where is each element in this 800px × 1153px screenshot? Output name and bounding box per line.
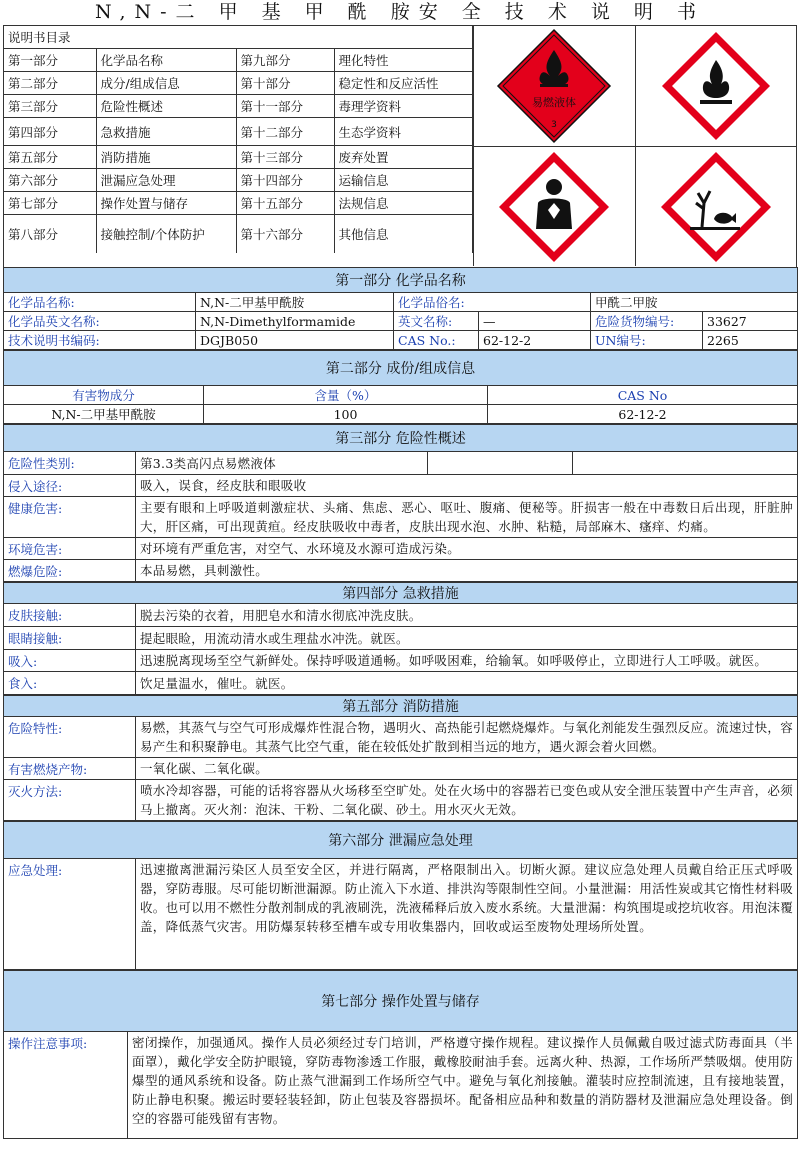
toc-part: 第二部分: [4, 72, 96, 95]
flammable-label-class: 3: [551, 120, 557, 130]
health-hazard-value: 主要有眼和上呼吸道刺激症状、头痛、焦虑、恶心、呕吐、腹痛、便秘等。肝损害一般在中毒数日后出现，肝脏肿大，肝区痛，可出现黄疸。经皮肤吸收中毒者，皮肤出现水泡、水肿、粘糙，局部麻木、瘙痒、灼痛。: [136, 497, 798, 538]
toc-title: 泄漏应急处理: [96, 169, 236, 192]
english-name-label: 化学品英文名称:: [4, 312, 196, 331]
toc-part: 第十六部分: [236, 215, 334, 254]
toc-part: 第十五部分: [236, 192, 334, 215]
section-2-table: [3, 350, 798, 424]
toc-heading: 说明书目录: [4, 26, 472, 49]
toc-row: [4, 72, 472, 95]
section-7-table: [3, 970, 798, 1139]
toc-and-pictograms: [3, 25, 797, 267]
toc-part: 第四部分: [4, 118, 96, 146]
inhalation-value: 迅速脱离现场至空气新鲜处。保持呼吸道通畅。如呼吸困难，给输氧。如呼吸停止，立即进行人工呼吸。就医。: [136, 650, 798, 672]
toc-title: 危险性概述: [96, 95, 236, 118]
flammable-liquid-label: [473, 26, 635, 146]
english-alias-label: 英文名称:: [394, 312, 479, 331]
toc-title: 废弃处置: [334, 146, 472, 169]
toc-title: 法规信息: [334, 192, 472, 215]
english-alias-value: —: [479, 312, 591, 331]
toc-row: [4, 169, 472, 192]
eye-contact-value: 提起眼睑，用流动清水或生理盐水冲洗。就医。: [136, 627, 798, 650]
sds-code-value: DGJB050: [196, 331, 394, 350]
hazard-class-value: 第3.3类高闪点易燃液体: [136, 452, 428, 475]
toc-part: 第三部分: [4, 95, 96, 118]
composition-header-ingredient: 有害物成分: [4, 386, 204, 405]
hazard-pictograms: [473, 26, 798, 267]
extinguishing-method-value: 喷水冷却容器，可能的话将容器从火场移至空旷处。处在火场中的容器若已变色或从安全泄压装置中产生声音，必须马上撤离。灭火剂：泡沫、干粉、二氧化碳、砂土。用水灭火无效。: [136, 780, 798, 821]
toc-title: 急救措施: [96, 118, 236, 146]
eye-contact-label: 眼睛接触:: [4, 627, 136, 650]
combustion-products-label: 有害燃烧产物:: [4, 758, 136, 780]
dg-number-label: 危险货物编号:: [591, 312, 703, 331]
section-5-title: 第五部分 消防措施: [4, 696, 798, 717]
un-number-label: UN编号:: [591, 331, 703, 350]
toc-part: 第十三部分: [236, 146, 334, 169]
toc-row: [4, 95, 472, 118]
environment-icon: [636, 147, 796, 265]
toc-title: 操作处置与储存: [96, 192, 236, 215]
toc-part: 第八部分: [4, 215, 96, 254]
handling-precautions-label: 操作注意事项:: [4, 1032, 128, 1139]
flammable-label-icon: [474, 26, 634, 144]
section-5-table: [3, 695, 798, 821]
health-hazard-label: 健康危害:: [4, 497, 136, 538]
explosion-hazard-label: 燃爆危险:: [4, 560, 136, 582]
environmental-hazard-label: 环境危害:: [4, 538, 136, 560]
msds-sheet: [3, 0, 797, 1139]
toc-table: [4, 26, 473, 253]
toc-title: 成分/组成信息: [96, 72, 236, 95]
empty-cell: [428, 452, 573, 475]
section-6-title: 第六部分 泄漏应急处理: [4, 822, 798, 859]
common-name-label: 化学品俗名:: [394, 293, 591, 312]
toc-title: 毒理学资料: [334, 95, 472, 118]
skin-contact-label: 皮肤接触:: [4, 604, 136, 627]
composition-header-cas: CAS No: [488, 386, 798, 405]
toc-row: [4, 118, 472, 146]
explosion-hazard-value: 本品易燃，具刺激性。: [136, 560, 798, 582]
english-name-value: N,N-Dimethylformamide: [196, 312, 394, 331]
handling-precautions-value: 密闭操作，加强通风。操作人员必须经过专门培训，严格遵守操作规程。建议操作人员佩戴自吸过滤式防毒面具（半面罩），戴化学安全防护眼镜，穿防毒物渗透工作服，戴橡胶耐油手套。远离火种、热源，工作场所严禁吸烟。使用防爆型的通风系统和设备。防止蒸气泄漏到工作场所空气中。避免与氧化剂接触。灌装时应控制流速，且有接地装置，防止静电积聚。搬运时要轻装轻卸，防止包装及容器损坏。配备相应品种和数量的消防器材及泄漏应急处理设备。倒空的容器可能残留有害物。: [128, 1032, 798, 1139]
toc-part: 第十一部分: [236, 95, 334, 118]
dg-number-value: 33627: [703, 312, 798, 331]
sds-code-label: 技术说明书编码:: [4, 331, 196, 350]
toc-title: 稳定性和反应活性: [334, 72, 472, 95]
composition-header-content: 含量（%）: [204, 386, 488, 405]
toc-title: 理化特性: [334, 49, 472, 72]
exposure-route-label: 侵入途径:: [4, 475, 136, 497]
ghs-health-hazard-pictogram: [473, 146, 635, 266]
toc-part: 第一部分: [4, 49, 96, 72]
common-name-value: 甲酰二甲胺: [591, 293, 798, 312]
empty-cell: [573, 452, 798, 475]
toc-part: 第九部分: [236, 49, 334, 72]
section-7-title: 第七部分 操作处置与储存: [4, 971, 798, 1032]
inhalation-label: 吸入:: [4, 650, 136, 672]
environmental-hazard-value: 对环境有严重危害，对空气、水环境及水源可造成污染。: [136, 538, 798, 560]
toc-row: [4, 192, 472, 215]
composition-cas: 62-12-2: [488, 405, 798, 424]
composition-content: 100: [204, 405, 488, 424]
document-title: N,N-二 甲 基 甲 酰 胺安 全 技 术 说 明 书: [95, 1, 705, 23]
toc-part: 第十部分: [236, 72, 334, 95]
toc-row: [4, 215, 472, 254]
section-3-title: 第三部分 危险性概述: [4, 425, 798, 452]
toc-title: 其他信息: [334, 215, 472, 254]
skin-contact-value: 脱去污染的衣着，用肥皂水和清水彻底冲洗皮肤。: [136, 604, 798, 627]
ghs-environment-pictogram: [635, 146, 797, 266]
chemical-name-label: 化学品名称:: [4, 293, 196, 312]
toc-title: 化学品名称: [96, 49, 236, 72]
cas-value: 62-12-2: [479, 331, 591, 350]
section-4-table: [3, 582, 798, 695]
toc-part: 第六部分: [4, 169, 96, 192]
emergency-response-label: 应急处理:: [4, 859, 136, 970]
toc-row: [4, 49, 472, 72]
exposure-route-value: 吸入，误食，经皮肤和眼吸收: [136, 475, 798, 497]
toc-title: 生态学资料: [334, 118, 472, 146]
extinguishing-method-label: 灭火方法:: [4, 780, 136, 821]
toc-title: 接触控制/个体防护: [96, 215, 236, 254]
toc-part: 第五部分: [4, 146, 96, 169]
section-4-title: 第四部分 急救措施: [4, 583, 798, 604]
composition-ingredient: N,N-二甲基甲酰胺: [4, 405, 204, 424]
section-6-table: [3, 821, 798, 970]
section-1-table: [3, 267, 798, 350]
cas-label: CAS No.:: [394, 331, 479, 350]
fire-hazard-value: 易燃，其蒸气与空气可形成爆炸性混合物，遇明火、高热能引起燃烧爆炸。与氧化剂能发生强烈反应。流速过快，容易产生和积聚静电。其蒸气比空气重，能在较低处扩散到相当远的地方，遇火源会着火回燃。: [136, 717, 798, 758]
toc-part: 第十四部分: [236, 169, 334, 192]
toc-title: 运输信息: [334, 169, 472, 192]
ingestion-label: 食入:: [4, 672, 136, 695]
fire-hazard-label: 危险特性:: [4, 717, 136, 758]
section-2-title: 第二部分 成份/组成信息: [4, 351, 798, 386]
toc-row: [4, 146, 472, 169]
flame-icon: [636, 26, 796, 144]
toc-title: 消防措施: [96, 146, 236, 169]
section-1-title: 第一部分 化学品名称: [4, 268, 798, 293]
section-3-table: [3, 424, 798, 582]
toc-part: 第七部分: [4, 192, 96, 215]
ingestion-value: 饮足量温水，催吐。就医。: [136, 672, 798, 695]
toc-part: 第十二部分: [236, 118, 334, 146]
hazard-class-label: 危险性类别:: [4, 452, 136, 475]
health-hazard-icon: [474, 147, 634, 265]
emergency-response-value: 迅速撤离泄漏污染区人员至安全区，并进行隔离，严格限制出入。切断火源。建议应急处理人员戴自给正压式呼吸器，穿防毒服。尽可能切断泄漏源。防止流入下水道、排洪沟等限制性空间。小量泄漏：用活性炭或其它惰性材料吸收。也可以用不燃性分散剂制成的乳液刷洗，洗液稀释后放入废水系统。大量泄漏：构筑围堤或挖坑收容。用泡沫覆盖，降低蒸气灾害。用防爆泵转移至槽车或专用收集器内，回收或运至废物处理场所处置。: [136, 859, 798, 970]
un-number-value: 2265: [703, 331, 798, 350]
ghs-flame-pictogram: [635, 26, 797, 146]
flammable-label-text: 易燃液体: [532, 96, 576, 109]
combustion-products-value: 一氧化碳、二氧化碳。: [136, 758, 798, 780]
chemical-name-value: N,N-二甲基甲酰胺: [196, 293, 394, 312]
